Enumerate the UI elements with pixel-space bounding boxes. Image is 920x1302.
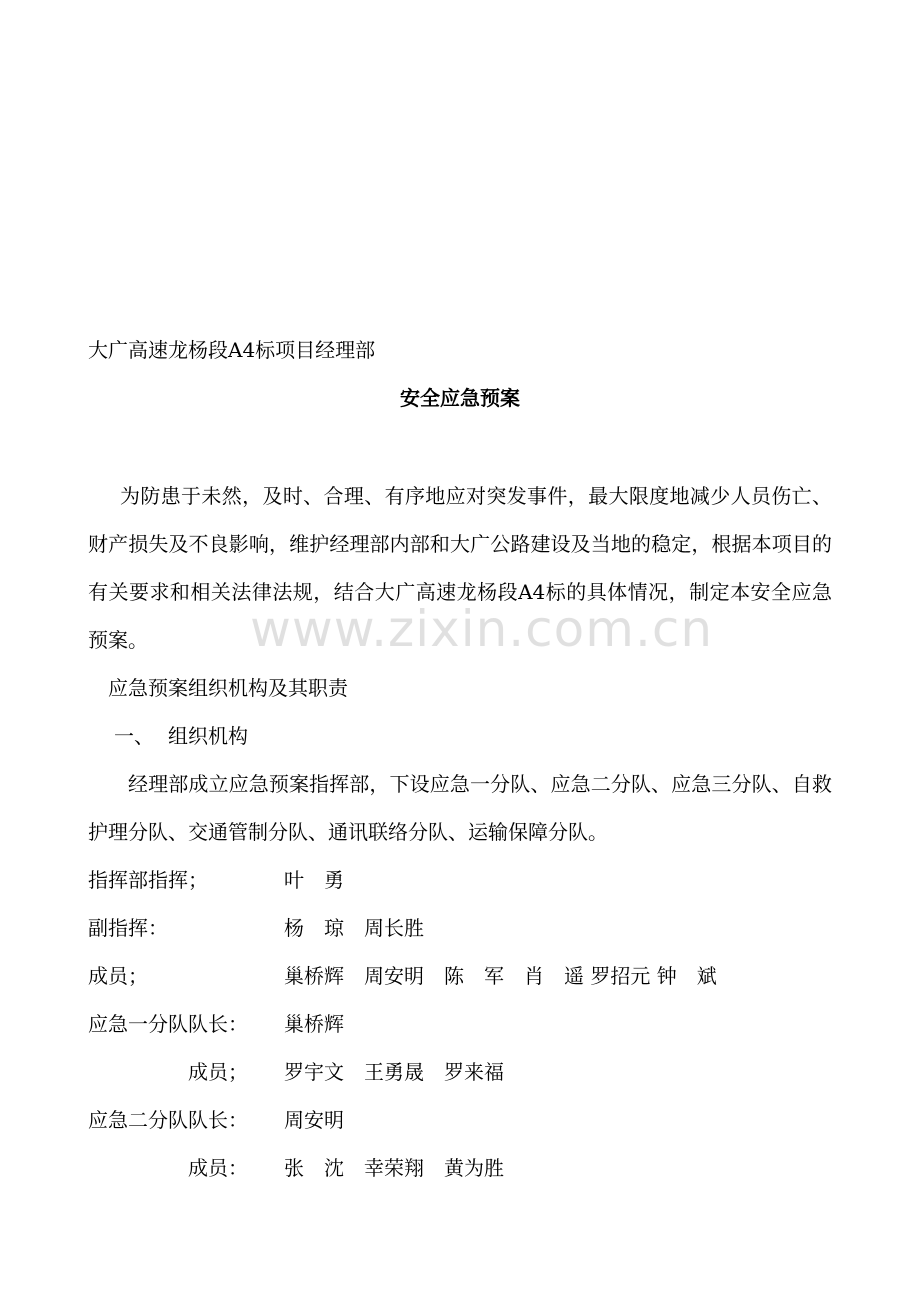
roster-names: 叶 勇 xyxy=(284,868,344,892)
subsection-number: 一、 xyxy=(114,724,154,748)
roster-names: 巢桥辉 xyxy=(284,1012,344,1036)
roster-names: 罗宇文 王勇晟 罗来福 xyxy=(284,1060,504,1084)
roster-role: 指挥部指挥； xyxy=(88,868,208,892)
roster-names: 巢桥辉 周安明 陈 军 肖 遥 罗招元 钟 斌 xyxy=(284,964,717,988)
watermark: www.zixin.com.cn xyxy=(250,600,714,658)
subsection-label: 组织机构 xyxy=(168,724,248,748)
document-title: 安全应急预案 xyxy=(400,386,520,410)
document-header: 大广高速龙杨段A4标项目经理部 xyxy=(88,338,376,362)
roster-names: 张 沈 幸荣翔 黄为胜 xyxy=(284,1156,504,1180)
roster-names: 周安明 xyxy=(284,1108,344,1132)
section-heading: 应急预案组织机构及其职责 xyxy=(108,676,348,700)
roster-names: 杨 琼 周长胜 xyxy=(284,916,424,940)
roster-role: 成员； xyxy=(88,964,148,988)
roster-role: 副指挥： xyxy=(88,916,168,940)
subsection-heading xyxy=(114,724,248,748)
roster-role: 应急一分队队长： xyxy=(88,1012,248,1036)
roster-role: 成员； xyxy=(188,1060,248,1084)
roster-role: 成员： xyxy=(188,1156,248,1180)
roster-role: 应急二分队队长： xyxy=(88,1108,248,1132)
intro-paragraph: 为防患于未然，及时、合理、有序地应对突发事件，最大限度地减少人员伤亡、财产损失及不良影响，维护经理部内部和大广公路建设及当地的稳定，根据本项目的有关要求和相关法律法规，结合大广高速龙杨段A4标的具体情况，制定本安全应急预案。 xyxy=(88,484,832,652)
org-paragraph: 经理部成立应急预案指挥部，下设应急一分队、应急二分队、应急三分队、自救护理分队、交通管制分队、通讯联络分队、运输保障分队。 xyxy=(88,772,832,844)
